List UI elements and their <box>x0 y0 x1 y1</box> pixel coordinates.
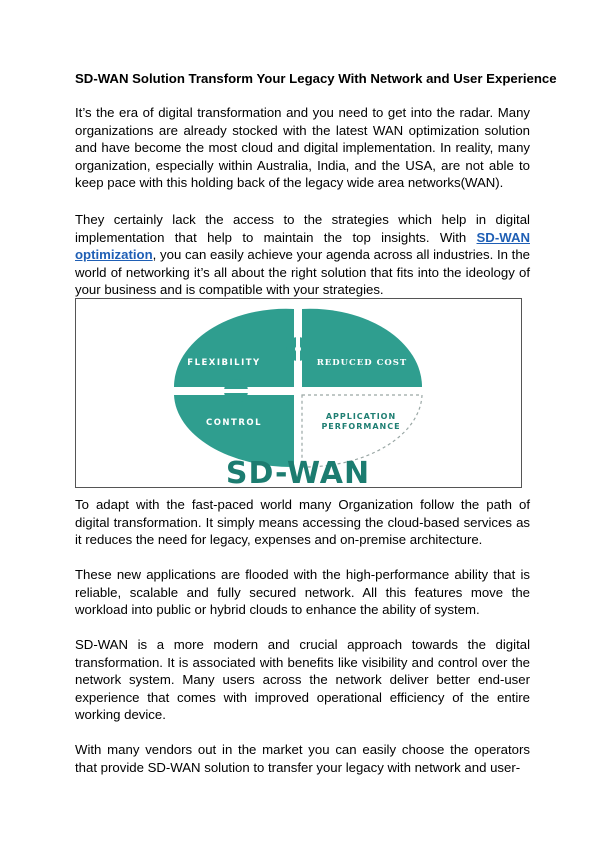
paragraph-2-text-before: They certainly lack the access to the strategies which help in digital implementation that help to maintain the top insights. With <box>75 212 530 245</box>
sd-wan-optimization-link[interactable]: SD-WAN optimization <box>75 229 530 263</box>
paragraph-6: With many vendors out in the market you can easily choose the operators that provide SD-WAN solution to transfer your legacy with network and user- <box>75 742 530 775</box>
sd-wan-puzzle-figure <box>75 298 522 488</box>
document-title: SD-WAN Solution Transform Your Legacy With Network and User Experience <box>75 71 557 86</box>
paragraph-3: To adapt with the fast-paced world many Organization follow the path of digital transformation. It simply means accessing the cloud-based services as it reduces the need for legacy, expenses and on-premise architecture. <box>75 497 530 548</box>
label-application: APPLICATION <box>325 412 397 421</box>
paragraph-2 <box>75 211 530 299</box>
paragraph-5: SD-WAN is a more modern and crucial approach towards the digital transformation. It is associated with benefits like visibility and control over the network system. Many users across the network deliver better end-user experience that comes with improved operational efficiency of the entire working device. <box>75 637 530 723</box>
sd-wan-puzzle-illustration <box>76 299 521 487</box>
paragraph-1: It’s the era of digital transformation and you need to get into the radar. Many organizations are already stocked with the latest WAN optimization solution and have become the most cloud and digital implementation. In reality, many organization, especially within Australia, India, and the USA, are not able to keep pace with this holding back of the legacy wide area networks(WAN). <box>75 105 530 191</box>
label-performance: PERFORMANCE <box>321 422 401 431</box>
label-reduced-cost: REDUCED COST <box>316 358 408 368</box>
figure-caption-sd-wan: SD-WAN <box>225 456 371 487</box>
paragraph-4: These new applications are flooded with the high-performance ability that is reliable, scalable and fully secured network. All this features move the workload into public or hybrid clouds to enhance the ability of system. <box>75 567 530 618</box>
paragraph-2-text-after: , you can easily achieve your agenda across all industries. In the world of networking it’s all about the right solution that fits into the ideology of your business and is compatible with your strategies. <box>75 247 530 298</box>
puzzle-piece-reduced-cost <box>302 309 422 387</box>
label-flexibility: FLEXIBILITY <box>187 358 261 368</box>
label-control: CONTROL <box>205 418 263 428</box>
puzzle-piece-flexibility <box>174 309 294 387</box>
